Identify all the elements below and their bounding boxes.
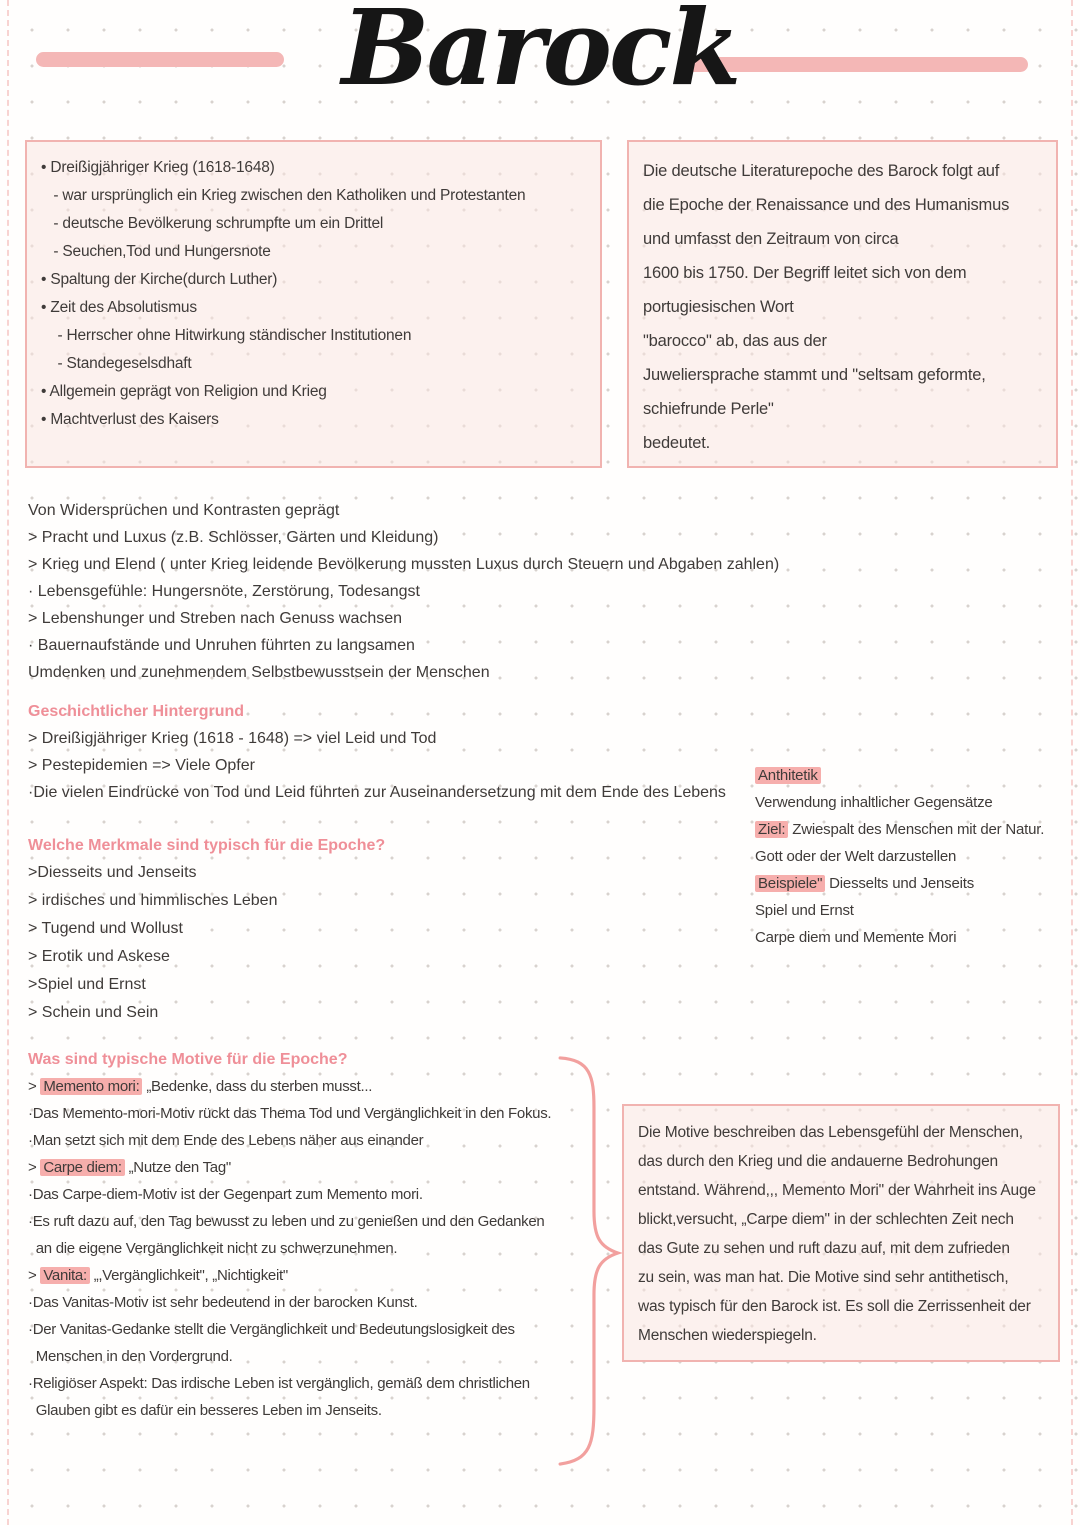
text-segment: > irdisches und himmlisches Leben (28, 892, 278, 909)
text-line (28, 1397, 628, 1424)
text-segment: 1600 bis 1750. Der Begriff leitet sich von dem (643, 264, 967, 282)
text-line (643, 222, 1042, 256)
text-line (28, 632, 1038, 659)
text-line (638, 1205, 1044, 1234)
text-segment: ·Religiöser Aspekt: Das irdische Leben ist vergänglich, gemäß dem christlichen (28, 1375, 530, 1392)
text-line (41, 210, 586, 238)
text-line (643, 154, 1042, 188)
text-line (638, 1292, 1044, 1321)
text-segment: Gott oder der Welt darzustellen (755, 848, 957, 865)
highlighted-text: Ziel: (755, 821, 788, 838)
text-segment: > Tugend und Wollust (28, 920, 183, 937)
text-line (755, 789, 1077, 816)
text-line (643, 324, 1042, 358)
text-line (755, 762, 1077, 789)
text-segment: „,Vergänglichkeit", „Nichtigkeit" (89, 1267, 288, 1284)
text-line (643, 392, 1042, 426)
text-line (28, 605, 1038, 632)
text-segment: • Zeit des Absolutismus (41, 299, 197, 316)
text-segment: „Bedenke, dass du sterben musst... (142, 1078, 373, 1095)
text-segment: > Krieg und Elend ( unter Krieg leidende Bevölkerung mussten Luxus durch Steuern und Abgaben zahlen) (28, 556, 780, 573)
text-segment: schiefrunde Perle" (643, 400, 774, 418)
text-segment: portugiesischen Wort (643, 298, 794, 316)
text-segment: - Herrscher ohne Hitwirkung ständischer Institutionen (41, 327, 412, 344)
text-line (28, 999, 548, 1027)
text-line (28, 578, 1038, 605)
text-line (643, 358, 1042, 392)
text-line (28, 1181, 628, 1208)
text-line (28, 725, 1038, 752)
text-segment: blickt,versucht, „Carpe diem" in der schlechten Zeit nech (638, 1211, 1014, 1228)
text-segment: Diesselts und Jenseits (825, 875, 975, 892)
text-line (755, 897, 1077, 924)
text-line (41, 238, 586, 266)
text-line (41, 182, 586, 210)
highlighted-text: Anthitetik (755, 767, 821, 784)
text-segment: >Diesseits und Jenseits (28, 864, 197, 881)
text-segment: - deutsche Bevölkerung schrumpfte um ein Drittel (41, 215, 384, 232)
text-segment: Von Widersprüchen und Kontrasten geprägt (28, 502, 340, 519)
highlighted-text: Vanita: (40, 1267, 90, 1284)
text-line (28, 1316, 628, 1343)
text-segment: Umdenken und zunehmendem Selbstbewusstsein der Menschen (28, 664, 490, 681)
text-line (28, 1370, 628, 1397)
text-segment: ·Der Vanitas-Gedanke stellt die Vergänglichkeit und Bedeutungslosigkeit des (28, 1321, 515, 1338)
motive-heading: Was sind typische Motive für die Epoche? (28, 1051, 348, 1068)
text-line (28, 1262, 628, 1289)
text-segment: - war ursprünglich ein Krieg zwischen den Katholiken und Protestanten (41, 187, 526, 204)
contrasts-section (28, 497, 1038, 686)
highlighted-text: Beispiele" (755, 875, 825, 892)
text-line (28, 971, 548, 999)
margin-line-left (7, 0, 9, 1525)
text-line (28, 1127, 628, 1154)
text-line (643, 290, 1042, 324)
text-segment: > Schein und Sein (28, 1004, 159, 1021)
text-line (638, 1118, 1044, 1147)
text-segment: „Nutze den Tag" (124, 1159, 231, 1176)
text-segment: > Pestepidemien => Viele Opfer (28, 757, 255, 774)
text-segment: ·Das Vanitas-Motiv ist sehr bedeutend in der barocken Kunst. (28, 1294, 418, 1311)
text-segment: > (28, 1267, 41, 1284)
text-segment: bedeutet. (643, 434, 711, 452)
text-segment: Zwiespalt des Menschen mit der Natur. (788, 821, 1045, 838)
text-segment: > (28, 1159, 41, 1176)
text-line (28, 1289, 628, 1316)
text-line (28, 1235, 628, 1262)
text-segment: > (28, 1078, 41, 1095)
text-line (41, 266, 586, 294)
text-segment: > Dreißigjähriger Krieg (1618 - 1648) => viel Leid und Tod (28, 730, 437, 747)
text-line (643, 188, 1042, 222)
war-facts-box (25, 140, 602, 468)
text-line (28, 524, 1038, 551)
text-line (755, 843, 1077, 870)
highlighted-text: Memento mori: (40, 1078, 142, 1095)
text-segment: Glauben gibt es dafür ein besseres Leben im Jenseits. (28, 1402, 382, 1419)
merkmale-heading: Welche Merkmale sind typisch für die Epoche? (28, 837, 386, 854)
text-segment: > Pracht und Luxus (z.B. Schlösser, Gärten und Kleidung) (28, 529, 439, 546)
text-segment: Carpe diem und Memente Mori (755, 929, 957, 946)
text-segment: Menschen in den Vordergrund. (28, 1348, 233, 1365)
epoch-definition-box (627, 140, 1058, 468)
text-line (28, 1208, 628, 1235)
motive-lines (28, 1073, 628, 1424)
text-segment: · Bauernaufstände und Unruhen führten zu langsamen (28, 637, 415, 654)
motive-section (28, 1046, 628, 1424)
text-line (28, 943, 548, 971)
text-segment: Menschen wiederspiegeln. (638, 1327, 817, 1344)
text-segment: ·Es ruft dazu auf, den Tag bewusst zu leben und zu genießen und den Gedanken (28, 1213, 545, 1230)
text-segment: - Standegeselsdhaft (41, 355, 192, 372)
text-line (638, 1321, 1044, 1350)
text-segment: - Seuchen,Tod und Hungersnote (41, 243, 271, 260)
text-line (28, 1073, 628, 1100)
text-segment: Juweliersprache stammt und "seltsam geformte, (643, 366, 986, 384)
text-line (28, 551, 1038, 578)
text-segment: was typisch für den Barock ist. Es soll die Zerrissenheit der (638, 1298, 1031, 1315)
text-segment: das Gute zu sehen und ruft dazu auf, mit dem zufrieden (638, 1240, 1010, 1257)
text-line (638, 1147, 1044, 1176)
text-segment: ·Das Carpe-diem-Motiv ist der Gegenpart zum Memento mori. (28, 1186, 423, 1203)
text-line (41, 378, 586, 406)
text-line (41, 322, 586, 350)
merkmale-section (28, 832, 548, 1027)
text-line (41, 154, 586, 182)
text-segment: · Lebensgefühle: Hungersnöte, Zerstörung, Todesangst (28, 583, 420, 600)
text-segment: ·Das Memento-mori-Motiv rückt das Thema Tod und Vergänglichkeit in den Fokus. (28, 1105, 552, 1122)
text-line (28, 887, 548, 915)
text-segment: Verwendung inhaltlicher Gegensätze (755, 794, 993, 811)
curly-brace-icon (548, 1052, 628, 1470)
text-line (41, 350, 586, 378)
antithetik-note (755, 762, 1077, 951)
text-segment: • Allgemein geprägt von Religion und Krieg (41, 383, 327, 400)
text-segment: die Epoche der Renaissance und des Humanismus (643, 196, 1010, 214)
text-line (28, 659, 1038, 686)
text-line (28, 497, 1038, 524)
text-line (41, 406, 586, 434)
text-segment: das durch den Krieg und die andauerne Bedrohungen (638, 1153, 998, 1170)
text-segment: > Lebenshunger und Streben nach Genuss wachsen (28, 610, 403, 627)
motive-summary-box (622, 1104, 1060, 1362)
text-segment: • Dreißigjähriger Krieg (1618-1648) (41, 159, 275, 176)
text-line (638, 1176, 1044, 1205)
highlighted-text: Carpe diem: (40, 1159, 124, 1176)
text-line (41, 294, 586, 322)
text-segment: Spiel und Ernst (755, 902, 854, 919)
text-segment: >Spiel und Ernst (28, 976, 146, 993)
text-line (755, 870, 1077, 897)
text-segment: > Erotik und Askese (28, 948, 170, 965)
text-segment: ·Man setzt sich mit dem Ende des Lebens näher aus einander (28, 1132, 424, 1149)
text-line (643, 426, 1042, 460)
text-line (28, 1154, 628, 1181)
text-segment: • Spaltung der Kirche(durch Luther) (41, 271, 278, 288)
text-segment: Die Motive beschreiben das Lebensgefühl der Menschen, (638, 1124, 1023, 1141)
history-heading: Geschichtlicher Hintergrund (28, 703, 245, 720)
text-segment: an die eigene Vergänglichkeit nicht zu schwerzunehmen. (28, 1240, 398, 1257)
text-segment: ·Die vielen Eindrücke von Tod und Leid führten zur Auseinandersetzung mit dem Ende des Lebens (28, 784, 726, 801)
text-line (755, 924, 1077, 951)
page-title: Barock (341, 0, 739, 109)
text-segment: und umfasst den Zeitraum von circa (643, 230, 899, 248)
text-line (638, 1234, 1044, 1263)
text-line (28, 1343, 628, 1370)
merkmale-lines (28, 859, 548, 1027)
text-line (28, 915, 548, 943)
text-line (643, 256, 1042, 290)
text-line (755, 816, 1077, 843)
text-segment: Die deutsche Literaturepoche des Barock folgt auf (643, 162, 1000, 180)
text-segment: • Machtverlust des Kaisers (41, 411, 219, 428)
text-segment: entstand. Während,,, Memento Mori" der Wahrheit ins Auge (638, 1182, 1036, 1199)
text-segment: "barocco" ab, das aus der (643, 332, 827, 350)
text-line (28, 859, 548, 887)
text-line (28, 1100, 628, 1127)
text-segment: zu sein, was man hat. Die Motive sind sehr antithetisch, (638, 1269, 1009, 1286)
text-line (638, 1263, 1044, 1292)
